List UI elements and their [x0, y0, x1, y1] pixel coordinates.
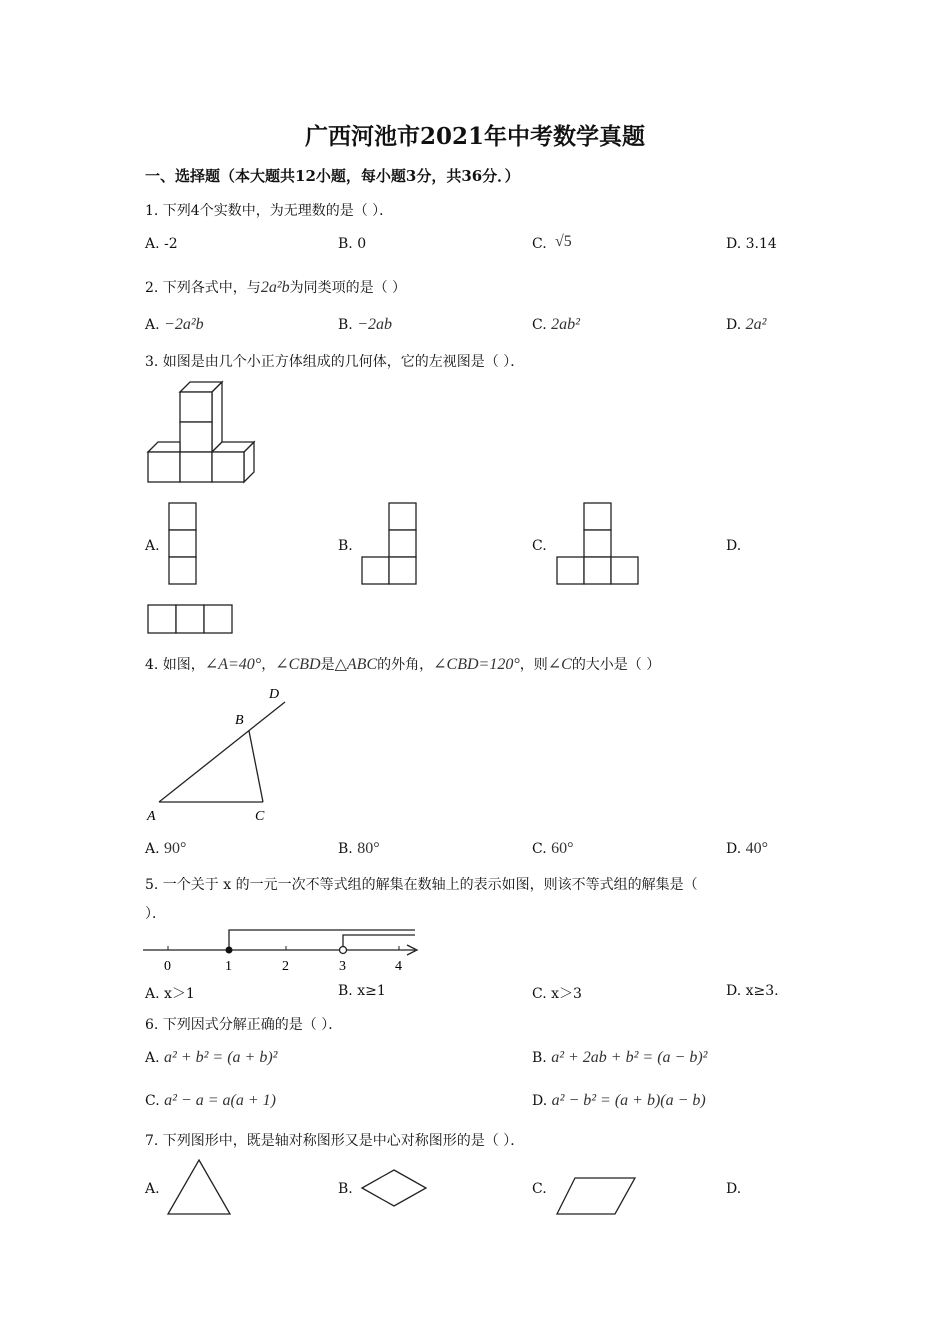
q4-triangle-figure	[145, 684, 295, 826]
q4-d-math: 40°	[745, 840, 769, 857]
question-5-stem-line2: ）．	[145, 906, 166, 922]
q6-c-math: a² − a = a(a + 1)	[164, 1092, 276, 1109]
q6-option-b	[532, 1049, 707, 1067]
q5-tick-4: 4	[395, 959, 402, 974]
q4-math-triangle: △ABC	[334, 656, 378, 673]
q3-option-c-figure	[556, 502, 640, 586]
q3-option-d-figure	[147, 604, 233, 636]
page-title: 广西河池市2021年中考数学真题	[304, 123, 645, 150]
q5-option-a: A. x＞1	[145, 986, 195, 1002]
q6-option-c	[145, 1092, 276, 1110]
q5-option-d: D. x≥3.	[726, 983, 779, 999]
q6-option-d	[532, 1092, 706, 1110]
q2-stem-pre: 2. 下列各式中，与	[145, 280, 261, 296]
question-4-stem	[145, 654, 660, 674]
q5-tick-0: 0	[164, 959, 171, 974]
q2-option-a	[145, 316, 204, 334]
q4-a-math: 90°	[164, 840, 187, 857]
q5-option-c: C. x＞3	[532, 986, 582, 1002]
q4-text-3: 的外角，	[377, 657, 434, 673]
q5-closed-point	[226, 947, 233, 954]
question-7-stem: 7. 下列图形中，既是轴对称图形又是中心对称图形的是（ ）．	[145, 1133, 525, 1149]
q4-a-label: A.	[145, 841, 160, 857]
q4-b-math: 80°	[357, 840, 380, 857]
q2-d-math: 2a²	[745, 316, 767, 333]
q2-option-c	[532, 316, 580, 334]
q2-c-math: 2ab²	[551, 316, 580, 333]
q7-triangle-shape	[166, 1158, 232, 1216]
q4-math-angle-cbd: ∠CBD	[275, 656, 321, 673]
q1-option-d: D. 3.14	[726, 236, 777, 252]
question-6-stem: 6. 下列因式分解正确的是（ ）．	[145, 1017, 343, 1033]
q4-stem-pre: 4. 如图，	[145, 657, 205, 673]
q4-point-a: A	[147, 809, 156, 824]
q4-b-label: B.	[338, 841, 353, 857]
q6-d-math: a² − b² = (a + b)(a − b)	[551, 1092, 706, 1109]
q4-point-b: B	[235, 713, 244, 728]
q4-option-c	[532, 840, 574, 858]
section-heading: 一、选择题（本大题共12小题，每小题3分，共36分．）	[145, 167, 520, 185]
q5-number-line	[143, 926, 423, 974]
q7-option-a: A.	[145, 1181, 160, 1197]
q3-option-b: B.	[338, 538, 353, 554]
q4-option-d	[726, 840, 768, 858]
q5-open-point	[340, 947, 347, 954]
q4-option-a	[145, 840, 186, 858]
q3-option-b-figure	[361, 502, 419, 586]
q4-option-b	[338, 840, 380, 858]
q4-point-c: C	[255, 809, 265, 824]
q4-c-math: 60°	[551, 840, 574, 857]
q7-option-b: B.	[338, 1181, 353, 1197]
q4-c-label: C.	[532, 841, 547, 857]
q2-a-math: −2a²b	[164, 316, 204, 333]
q2-d-label: D.	[726, 317, 742, 333]
q4-text-2: 是	[320, 657, 335, 673]
q3-option-d: D.	[726, 538, 742, 554]
q6-c-label: C.	[145, 1093, 160, 1109]
q2-b-math: −2ab	[357, 316, 392, 333]
q1-option-c-label: C.	[532, 236, 547, 252]
q1-option-b: B. 0	[338, 236, 367, 252]
q6-a-math: a² + b² = (a + b)²	[164, 1049, 278, 1066]
q3-option-a-figure	[168, 502, 198, 586]
q7-parallelogram-shape	[555, 1176, 637, 1216]
q2-a-label: A.	[145, 317, 160, 333]
question-2-stem	[145, 277, 406, 297]
q4-text-1: ，	[261, 657, 276, 673]
q1-option-a: A. -2	[145, 236, 178, 252]
question-1-stem: 1. 下列4个实数中，为无理数的是（ ）．	[145, 203, 394, 219]
q4-math-cbd-value: ∠CBD=120°	[433, 656, 520, 673]
q1-option-c-math: √5	[555, 233, 572, 250]
q4-math-angle-c: ∠C	[547, 656, 572, 673]
q7-rhombus-shape	[360, 1168, 428, 1208]
q4-text-4: ，则	[519, 657, 548, 673]
q6-d-label: D.	[532, 1093, 548, 1109]
q5-tick-2: 2	[282, 959, 289, 974]
q2-option-d	[726, 316, 766, 334]
q2-option-b	[338, 316, 392, 334]
q3-solid-figure	[146, 380, 266, 486]
q5-tick-1: 1	[225, 959, 232, 974]
q5-option-b: B. x≥1	[338, 983, 386, 999]
q4-d-label: D.	[726, 841, 742, 857]
q4-math-angle-a: ∠A=40°	[204, 656, 262, 673]
q2-b-label: B.	[338, 317, 353, 333]
q2-stem-post: 为同类项的是（ ）	[289, 280, 407, 296]
q3-option-a: A.	[145, 538, 160, 554]
question-3-stem: 3. 如图是由几个小正方体组成的几何体，它的左视图是（ ）．	[145, 354, 525, 370]
q6-b-math: a² + 2ab + b² = (a − b)²	[551, 1049, 708, 1066]
q3-option-c: C.	[532, 538, 547, 554]
q6-option-a	[145, 1049, 277, 1067]
question-5-stem-line1: 5. 一个关于 x 的一元一次不等式组的解集在数轴上的表示如图，则该不等式组的解集是（	[145, 877, 698, 893]
q4-point-d: D	[269, 687, 280, 702]
q6-b-label: B.	[532, 1050, 547, 1066]
q7-option-c: C.	[532, 1181, 547, 1197]
q2-c-label: C.	[532, 317, 547, 333]
q4-text-5: 的大小是（ ）	[571, 657, 661, 673]
q7-option-d: D.	[726, 1181, 742, 1197]
q2-stem-math: 2a²b	[260, 279, 290, 296]
q5-tick-3: 3	[339, 959, 346, 974]
q6-a-label: A.	[145, 1050, 160, 1066]
